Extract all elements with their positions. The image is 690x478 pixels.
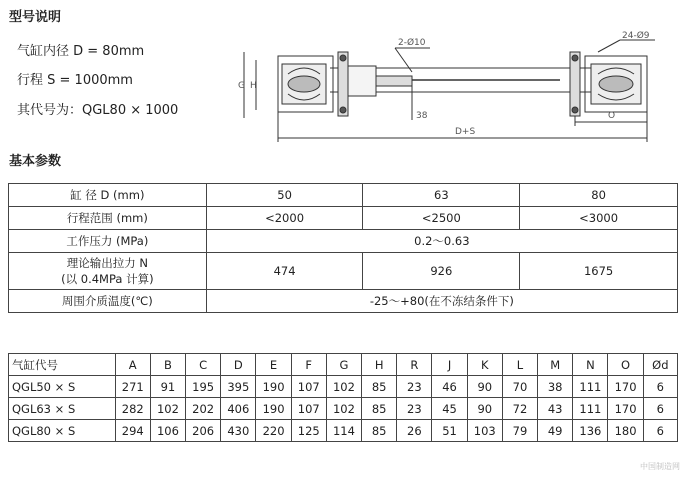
dimensions-cell: 111 — [573, 376, 608, 398]
dimensions-cell: 90 — [467, 398, 502, 420]
dimensions-header: N — [573, 354, 608, 376]
dimensions-cell: 49 — [538, 420, 573, 442]
dimensions-code-cell: QGL63 × S — [9, 398, 116, 420]
dimensions-cell: 85 — [362, 420, 397, 442]
dim-hole-small-label: 2-Ø10 — [398, 38, 426, 48]
dimensions-header: Ød — [643, 354, 677, 376]
dimensions-header: J — [432, 354, 467, 376]
dimensions-cell: 195 — [186, 376, 221, 398]
dimensions-cell: 103 — [467, 420, 502, 442]
dimensions-cell: 107 — [291, 398, 326, 420]
dimensions-code-cell: QGL80 × S — [9, 420, 116, 442]
dimensions-cell: 190 — [256, 376, 291, 398]
dimensions-header: H — [362, 354, 397, 376]
params-cell: 50 — [206, 184, 363, 207]
params-cell: <3000 — [520, 207, 678, 230]
dimensions-cell: 271 — [115, 376, 150, 398]
params-label: 行程范围 (mm) — [9, 207, 207, 230]
params-cell: 80 — [520, 184, 678, 207]
dimensions-cell: 51 — [432, 420, 467, 442]
dimensions-cell: 102 — [326, 398, 361, 420]
dim-38-label: 38 — [416, 111, 428, 121]
dimensions-cell: 111 — [573, 398, 608, 420]
dimensions-cell: 38 — [538, 376, 573, 398]
dimensions-header: G — [326, 354, 361, 376]
model-section-title: 型号说明 — [9, 10, 62, 25]
dimensions-header: A — [115, 354, 150, 376]
dimensions-cell: 90 — [467, 376, 502, 398]
dimensions-header: L — [502, 354, 537, 376]
params-label-line: 理论输出拉力 N — [66, 256, 148, 270]
params-cell: 474 — [206, 253, 363, 290]
dimensions-header: R — [397, 354, 432, 376]
dimensions-header: E — [256, 354, 291, 376]
dimensions-table — [8, 353, 678, 442]
params-label-line: (以 0.4MPa 计算) — [61, 272, 154, 286]
params-cell: 63 — [363, 184, 520, 207]
dimensions-cell: 85 — [362, 376, 397, 398]
dimensions-cell: 102 — [150, 398, 185, 420]
dimensions-cell: 206 — [186, 420, 221, 442]
model-line-stroke: 行程 S = 1000mm — [17, 73, 133, 88]
model-line-bore: 气缸内径 D = 80mm — [17, 44, 145, 59]
dimensions-header: M — [538, 354, 573, 376]
dimensions-header-row — [9, 354, 678, 376]
params-cell: <2500 — [363, 207, 520, 230]
dimensions-cell: 6 — [643, 376, 677, 398]
watermark-logo: 中国制造网 — [640, 462, 680, 471]
dimensions-cell: 23 — [397, 376, 432, 398]
params-label: 缸 径 D (mm) — [9, 184, 207, 207]
dimensions-cell: 46 — [432, 376, 467, 398]
params-label-force — [9, 253, 207, 290]
dimensions-cell: 125 — [291, 420, 326, 442]
dimensions-cell: 282 — [115, 398, 150, 420]
dimensions-header: K — [467, 354, 502, 376]
dimensions-cell: 106 — [150, 420, 185, 442]
dimensions-cell: 26 — [397, 420, 432, 442]
dimensions-cell: 114 — [326, 420, 361, 442]
dimensions-cell: 136 — [573, 420, 608, 442]
params-row-bore — [9, 184, 678, 207]
dimensions-cell: 72 — [502, 398, 537, 420]
dimensions-header: B — [150, 354, 185, 376]
params-cell: 1675 — [520, 253, 678, 290]
basic-params-title: 基本参数 — [9, 154, 62, 169]
dimensions-header: D — [221, 354, 256, 376]
dimensions-cell: 45 — [432, 398, 467, 420]
dim-g-label: G — [238, 81, 245, 91]
dimensions-cell: 395 — [221, 376, 256, 398]
params-merged-cell: -25～+80(在不冻结条件下) — [206, 290, 677, 313]
dimensions-cell: 170 — [608, 398, 643, 420]
dimensions-cell: 430 — [221, 420, 256, 442]
dimensions-cell: 107 — [291, 376, 326, 398]
dimensions-cell: 6 — [643, 398, 677, 420]
dim-h-label: H — [250, 81, 257, 91]
dimensions-cell: 294 — [115, 420, 150, 442]
cylinder-drawing — [230, 30, 680, 145]
dimensions-cell: 190 — [256, 398, 291, 420]
params-merged-cell: 0.2～0.63 — [206, 230, 677, 253]
params-row-force — [9, 253, 678, 290]
dimensions-cell: 6 — [643, 420, 677, 442]
params-row-temperature — [9, 290, 678, 313]
dimensions-cell: 202 — [186, 398, 221, 420]
dimensions-cell: 43 — [538, 398, 573, 420]
params-cell: <2000 — [206, 207, 363, 230]
dimensions-cell: 102 — [326, 376, 361, 398]
dimensions-cell: 406 — [221, 398, 256, 420]
dimensions-cell: 91 — [150, 376, 185, 398]
dimensions-cell: 220 — [256, 420, 291, 442]
dimensions-code-cell: QGL50 × S — [9, 376, 116, 398]
dimensions-cell: 180 — [608, 420, 643, 442]
dimensions-cell: 70 — [502, 376, 537, 398]
basic-params-table — [8, 183, 678, 313]
dimensions-cell: 23 — [397, 398, 432, 420]
params-row-stroke — [9, 207, 678, 230]
dimensions-header-code: 气缸代号 — [9, 354, 116, 376]
model-line-code: 其代号为：QGL80 × 1000 — [17, 103, 179, 118]
dimensions-row — [9, 398, 678, 420]
params-cell: 926 — [363, 253, 520, 290]
dimensions-header: O — [608, 354, 643, 376]
dim-d-plus-s-label: D+S — [455, 127, 476, 137]
dimensions-row — [9, 420, 678, 442]
dimensions-header: F — [291, 354, 326, 376]
dim-hole-large-label: 24-Ø9 — [622, 31, 650, 41]
params-label: 工作压力 (MPa) — [9, 230, 207, 253]
dimensions-cell: 79 — [502, 420, 537, 442]
dimensions-cell: 170 — [608, 376, 643, 398]
params-row-pressure — [9, 230, 678, 253]
dimensions-header: C — [186, 354, 221, 376]
params-label: 周围介质温度(℃) — [9, 290, 207, 313]
dimensions-cell: 85 — [362, 398, 397, 420]
dimensions-row — [9, 376, 678, 398]
dim-o-label: O — [608, 111, 616, 121]
